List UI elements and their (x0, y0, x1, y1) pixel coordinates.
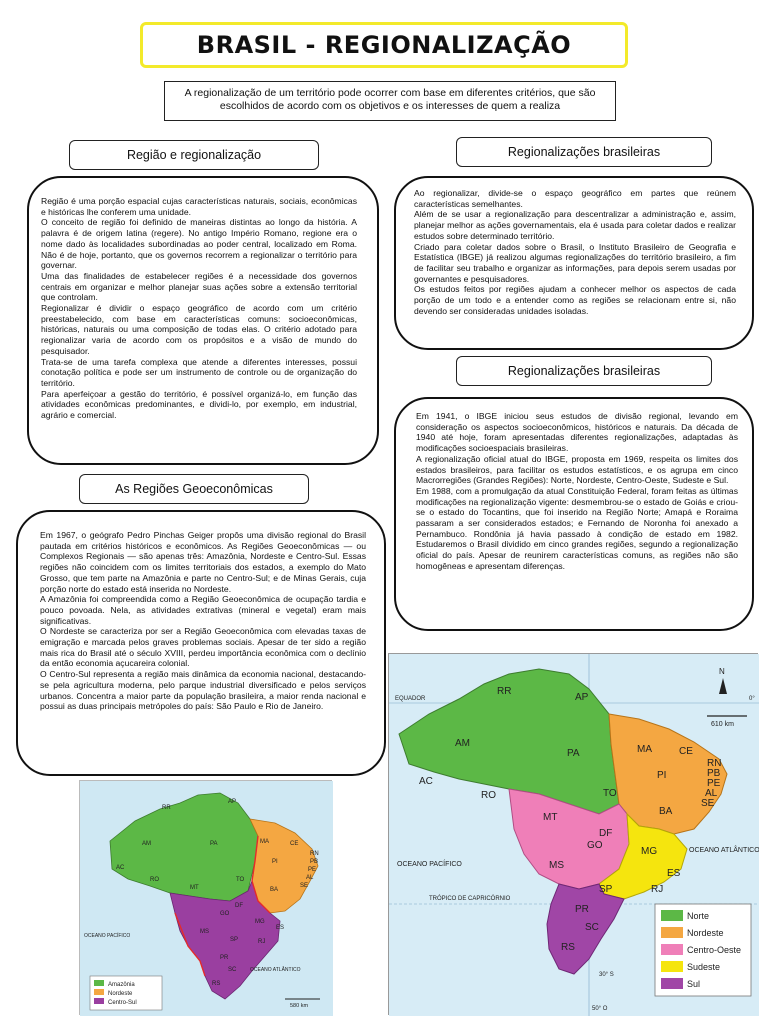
map-ibge-regions (388, 653, 758, 1015)
intro-text: A regionalização de um território pode ocorrer com base em diferentes critérios, que são escolhidos de acordo com os objetivos e os interesses de quem a realiza (184, 87, 596, 112)
svg-text:AC: AC (419, 776, 433, 787)
legend-label: Norte (687, 911, 710, 921)
svg-text:MG: MG (641, 846, 658, 857)
legend-label: Nordeste (687, 928, 724, 938)
map-state-label: MS (200, 929, 209, 935)
map-atlantic-label: OCEANO ATLÂNTICO (250, 967, 301, 973)
map-state-label: AM (142, 841, 151, 847)
heading-reg-bras-1-label: Regionalizações brasileiras (507, 145, 661, 159)
svg-text:AL: AL (705, 788, 718, 799)
map-state-label: PA (210, 841, 218, 847)
svg-text:TO: TO (603, 788, 617, 799)
svg-text:MS: MS (549, 860, 564, 871)
svg-text:PB: PB (707, 768, 721, 779)
paragraph: Para aperfeiçoar a gestão do território, é possível organizá-lo, em função das atividades econômicas predominantes, e dividi-lo, por exemplo, em industrial, agrário e comercial. (41, 388, 357, 421)
legend-swatch (661, 978, 683, 989)
atlantic-label: OCEANO ATLÂNTICO (689, 847, 759, 854)
map-state-label: PR (220, 955, 229, 961)
legend-label: Sul (687, 979, 701, 989)
svg-text:PR: PR (575, 904, 589, 915)
map-state-label: PB (310, 859, 319, 865)
paragraph: Regionalizar é dividir o espaço geográfico de acordo com um critério preestabelecido, com base em características comuns: socioeconômicas, históricas, naturais ou uma composição de todas elas. O critério adotado para regionalizar varia de acordo com os propósitos e a visão de mundo do pesquisador. (41, 303, 357, 356)
map-state-label: ES (276, 925, 285, 931)
paragraph: Em 1941, o IBGE iniciou seus estudos de divisão regional, levando em consideração os aspectos socioeconômicos, históricos e naturais. Da década de 1940 até hoje, foram apresentadas diferentes regionalizações, adaptadas às modificações socioespaciais brasileiras. (416, 411, 738, 454)
paragraph: Em 1967, o geógrafo Pedro Pinchas Geiger propôs uma divisão regional do Brasil pautada em critérios históricos e econômicos. As Regiões Geoeconômicas — ou Complexos Regionais — são apenas três: Amazônia, Nordeste e Centro-Sul. Essas regiões não coincidem com os limites territoriais dos estados, a exemplo do Mato Grosso, que tem parte na Amazônia e parte no Centro-Sul; e de Minas Gerais, cuja porção norte do estado está inserida no Nordeste. (40, 530, 366, 594)
textbox-reg-bras-2 (394, 397, 754, 631)
legend-label: Centro-Sul (108, 1000, 137, 1006)
map-state-label: SE (300, 883, 309, 889)
textbox-geoeconomicas (16, 510, 386, 776)
heading-regiao-label: Região e regionalização (126, 148, 262, 162)
map-state-label: SC (228, 967, 237, 973)
map-state-label: BA (270, 887, 279, 893)
paragraph: O Centro-Sul representa a região mais dinâmica da economia nacional, destacando-se pela agricultura moderna, pelo parque industrial diversificado e pelos serviços urbanos. Concentra a maior parte da população brasileira, a maior renda nacional e possui as duas principais metrópoles do país: São Paulo e Rio de Janeiro. (40, 669, 366, 712)
svg-text:RJ: RJ (651, 884, 664, 895)
scale-label: 610 km (711, 721, 734, 728)
scale-label: 580 km (290, 1003, 309, 1009)
legend-swatch (661, 961, 683, 972)
paragraph: A Amazônia foi compreendida como a Região Geoeconômica de ocupação tardia e pouco povoada. Nela, as atividades extrativas (mineral e vegetal) eram mais significativas. (40, 594, 366, 626)
textbox-regiao (27, 176, 379, 465)
paragraph: Em 1988, com a promulgação da atual Constituição Federal, foram feitas as últimas modificações na regionalização vigente: desmembrou-se o estado de Goiás e criou-se o estado do Tocantins, que foi inserido na Região Norte; Amapá e Roraima passaram a ser considerados estados; e Fernando de Noronha foi anexado a Pernambuco. Rondônia já havia passado à condição de estado em 1982. Estudaremos o Brasil dividido em cinco grandes regiões, segundo a regionalização oficial do país. Apesar de reunirem características comuns, as regiões não são homogêneas e apresentam diferenças. (416, 485, 738, 571)
paragraph: Uma das finalidades de estabelecer regiões é a necessidade dos governos centrais em organizar e melhor planejar suas ações sobre a extensão territorial que controlam. (41, 270, 357, 303)
legend-swatch (94, 980, 104, 986)
legend-label: Nordeste (108, 991, 133, 997)
map-geoeconomic-regions (79, 780, 332, 1015)
meridian-label: 50° O (592, 1006, 608, 1012)
svg-text:RS: RS (561, 942, 575, 953)
svg-text:RN: RN (707, 758, 722, 769)
svg-text:SP: SP (599, 884, 613, 895)
heading-geoeconomicas-label: As Regiões Geoeconômicas (115, 482, 273, 496)
map-state-label: RN (310, 851, 319, 857)
map-state-label: TO (236, 877, 245, 883)
map-state-label: AL (306, 875, 314, 881)
svg-text:AP: AP (575, 692, 589, 703)
paragraph: Ao regionalizar, divide-se o espaço geográfico em partes que reúnem características semelhantes. (414, 188, 736, 209)
svg-text:BA: BA (659, 806, 673, 817)
intro-box (164, 81, 616, 121)
page-title: BRASIL - REGIONALIZAÇÃO (196, 31, 572, 59)
svg-text:DF: DF (599, 828, 613, 839)
legend-label: Centro-Oeste (687, 945, 742, 955)
svg-text:RR: RR (497, 686, 512, 697)
svg-text:MT: MT (543, 812, 558, 823)
map-state-label: MG (255, 919, 265, 925)
legend-label: Amazônia (108, 982, 135, 988)
legend-swatch (661, 927, 683, 938)
svg-text:ES: ES (667, 868, 681, 879)
map-state-label: RS (212, 981, 221, 987)
heading-reg-bras-2 (456, 356, 712, 386)
latitude-label: 30° S (599, 972, 614, 978)
legend-swatch (94, 998, 104, 1004)
paragraph: Trata-se de uma tarefa complexa que atende a diferentes interesses, possui conotação política e pode ser um instrumento de controle ou de organização do território. (41, 356, 357, 388)
map-state-label: GO (220, 911, 230, 917)
svg-text:PI: PI (657, 770, 667, 781)
pacific-label: OCEANO PACÍFICO (397, 861, 462, 868)
equator-label: EQUADOR (395, 696, 426, 702)
legend-swatch (661, 910, 683, 921)
map-state-label: RR (162, 805, 171, 811)
title-box (140, 22, 628, 68)
map-state-label: AC (116, 865, 125, 871)
map-ocean-label: OCEANO PACÍFICO (84, 933, 131, 939)
latitude-label: 0° (749, 696, 755, 702)
legend-label: Sudeste (687, 962, 721, 972)
north-arrow-label: N (719, 667, 725, 676)
paragraph: Região é uma porção espacial cujas características naturais, sociais, econômicas e históricas lhe conferem uma unidade. (41, 196, 357, 217)
paragraph: Os estudos feitos por regiões ajudam a conhecer melhor os aspectos de cada porção de um todo e a entender como as regiões se relacionam entre si, não devendo ser consideradas unidades isoladas. (414, 284, 736, 316)
heading-geoeconomicas (79, 474, 309, 504)
map-state-label: AP (228, 799, 237, 805)
heading-reg-bras-1 (456, 137, 712, 167)
paragraph: A regionalização oficial atual do IBGE, proposta em 1969, respeita os limites dos estados brasileiros, para facilitar os estudos estatísticos, e os agrupa em cinco Macrorregiões (Grandes Regiões): Norte, Nordeste, Centro-Oeste, Sudeste e Sul. (416, 453, 738, 486)
map-geoeconomic-svg (80, 781, 333, 1016)
svg-text:MA: MA (637, 744, 652, 755)
heading-regiao (69, 140, 319, 170)
map-state-label: SP (230, 937, 239, 943)
map-state-label: MA (260, 839, 269, 845)
svg-text:GO: GO (587, 840, 603, 851)
svg-text:PA: PA (567, 748, 580, 759)
paragraph: O Nordeste se caracteriza por ser a Região Geoeconômica com elevadas taxas de emigração e marcada pelos graves problemas sociais. Apesar de ter sido a região mais rica do Brasil até o século XVIII, perdeu importância econômica com o declínio da então economia açucareira colonial. (40, 626, 366, 669)
map-state-label: DF (235, 903, 243, 909)
map-state-label: PI (272, 859, 278, 865)
svg-text:PE: PE (707, 778, 721, 789)
paragraph: Criado para coletar dados sobre o Brasil, o Instituto Brasileiro de Geografia e Estatística (IBGE) já realizou algumas regionalizações do território brasileiro, a fim de facilitar seu trabalho e organizar as informações, para depois serem usadas por governantes e pesquisadores. (414, 241, 736, 284)
map-state-label: PE (308, 867, 317, 873)
heading-reg-bras-2-label: Regionalizações brasileiras (507, 364, 661, 378)
map-state-label: CE (290, 841, 299, 847)
paragraph: Além de se usar a regionalização para descentralizar a administração e, assim, planejar melhor as ações governamentais, ela é usada para coletar dados e realizar estudos sobre determinado território. (414, 209, 736, 241)
map-ibge-svg (389, 654, 759, 1016)
map-state-label: MT (190, 885, 199, 891)
map-state-label: RJ (258, 939, 266, 945)
paragraph: O conceito de região foi definido de maneiras distintas ao longo da história. A palavra é de origem latina (regere). No antigo Império Romano, regione era o nome dado às localidades subordinadas ao poder central, localizado em Roma. Não é de hoje, portanto, que os governos recorrem a regionalizar o território para governar. (41, 217, 357, 271)
tropic-label: TRÓPICO DE CAPRICÓRNIO (429, 896, 511, 902)
textbox-reg-bras-1 (394, 176, 754, 350)
legend-swatch (661, 944, 683, 955)
svg-text:SC: SC (585, 922, 599, 933)
svg-text:AM: AM (455, 738, 470, 749)
svg-text:SE: SE (701, 798, 715, 809)
svg-text:RO: RO (481, 790, 496, 801)
legend-swatch (94, 989, 104, 995)
map-state-label: RO (150, 877, 159, 883)
svg-text:CE: CE (679, 746, 693, 757)
